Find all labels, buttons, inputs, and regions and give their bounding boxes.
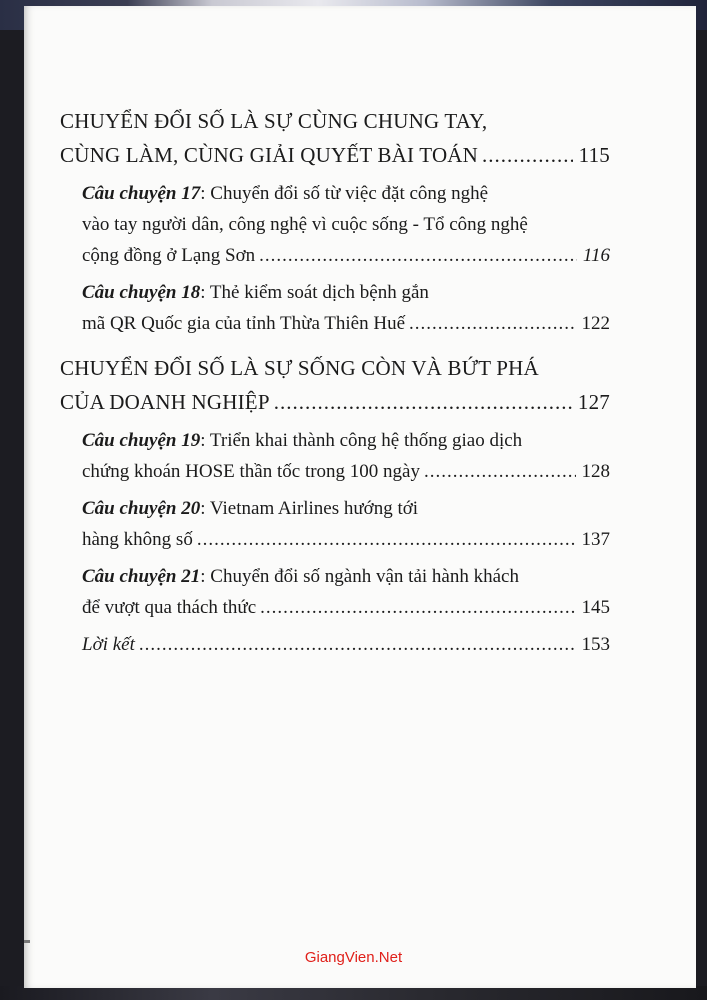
toc-story-19-line2: chứng khoán HOSE thần tốc trong 100 ngày	[82, 461, 420, 482]
toc-part-b-page: 127	[577, 390, 610, 414]
toc-story-20-page: 137	[581, 529, 610, 550]
toc-part-a-line2: CÙNG LÀM, CÙNG GIẢI QUYẾT BÀI TOÁN	[60, 143, 479, 167]
toc-story-20-line1-wrap	[82, 493, 610, 524]
toc-part-b[interactable]	[60, 351, 610, 419]
toc-story-21-line1: : Chuyển đổi số ngành vận tải hành khách	[200, 566, 519, 587]
toc-story-17-page: 116	[582, 245, 610, 266]
table-of-contents	[60, 104, 610, 660]
toc-story-19-lastline	[82, 456, 610, 487]
toc-story-19-line1-wrap	[82, 425, 610, 456]
toc-story-17-line2: vào tay người dân, công nghệ vì cuộc sống - Tổ công nghệ	[82, 214, 528, 235]
toc-story-20-line1: : Vietnam Airlines hướng tới	[200, 498, 419, 519]
toc-story-21-label: Câu chuyện 21	[82, 566, 201, 587]
toc-story-21-line1-wrap	[82, 561, 610, 592]
toc-part-b-lastline	[60, 385, 610, 419]
leader-dots	[274, 385, 572, 419]
toc-story-17-label: Câu chuyện 17	[82, 183, 201, 204]
leader-dots	[409, 308, 575, 339]
toc-closing-lastline	[82, 629, 610, 660]
toc-story-18-lastline	[82, 308, 610, 339]
toc-story-18-page: 122	[581, 313, 610, 334]
toc-story-18-label: Câu chuyện 18	[82, 282, 201, 303]
toc-story-21-page: 145	[581, 597, 610, 618]
toc-part-a-page: 115	[578, 143, 610, 167]
toc-part-a-line1: CHUYỂN ĐỔI SỐ LÀ SỰ CÙNG CHUNG TAY,	[60, 109, 488, 133]
toc-story-17-line3: cộng đồng ở Lạng Sơn	[82, 245, 256, 266]
leader-dots	[139, 629, 576, 660]
toc-story-19[interactable]	[60, 425, 610, 487]
toc-closing[interactable]	[60, 629, 610, 660]
leader-dots	[482, 138, 573, 172]
margin-mark	[24, 940, 30, 943]
toc-story-18-line1: : Thẻ kiểm soát dịch bệnh gắn	[200, 282, 429, 303]
toc-story-20-lastline	[82, 524, 610, 555]
toc-story-20-line2: hàng không số	[82, 529, 193, 550]
toc-story-21-lastline	[82, 592, 610, 623]
leader-dots	[260, 592, 575, 623]
leader-dots	[259, 240, 577, 271]
toc-story-18-line1-wrap	[82, 277, 610, 308]
toc-story-18-line2: mã QR Quốc gia của tỉnh Thừa Thiên Huế	[82, 313, 406, 334]
toc-story-20-label: Câu chuyện 20	[82, 498, 201, 519]
leader-dots	[424, 456, 576, 487]
toc-story-19-page: 128	[581, 461, 610, 482]
toc-story-19-line1: : Triển khai thành công hệ thống giao dịch	[200, 430, 523, 451]
leader-dots	[197, 524, 576, 555]
toc-part-b-line2: CỦA DOANH NGHIỆP	[60, 390, 270, 414]
toc-story-17[interactable]	[60, 178, 610, 271]
watermark: GiangVien.Net	[304, 949, 403, 966]
toc-part-b-line1: CHUYỂN ĐỔI SỐ LÀ SỰ SỐNG CÒN VÀ BỨT PHÁ	[60, 356, 539, 380]
toc-story-20[interactable]	[60, 493, 610, 555]
toc-story-21[interactable]	[60, 561, 610, 623]
toc-closing-page: 153	[581, 634, 610, 655]
toc-closing-label: Lời kết	[82, 634, 135, 655]
toc-story-17-lastline	[82, 240, 610, 271]
toc-story-21-line2: để vượt qua thách thức	[82, 597, 257, 618]
toc-story-17-line1: : Chuyển đổi số từ việc đặt công nghệ	[200, 183, 489, 204]
toc-story-17-line1-wrap	[82, 178, 610, 209]
toc-story-19-label: Câu chuyện 19	[82, 430, 201, 451]
scan-background-bottom	[0, 986, 707, 1000]
toc-story-18[interactable]	[60, 277, 610, 339]
toc-part-a-lastline	[60, 138, 610, 172]
toc-part-a[interactable]	[60, 104, 610, 172]
